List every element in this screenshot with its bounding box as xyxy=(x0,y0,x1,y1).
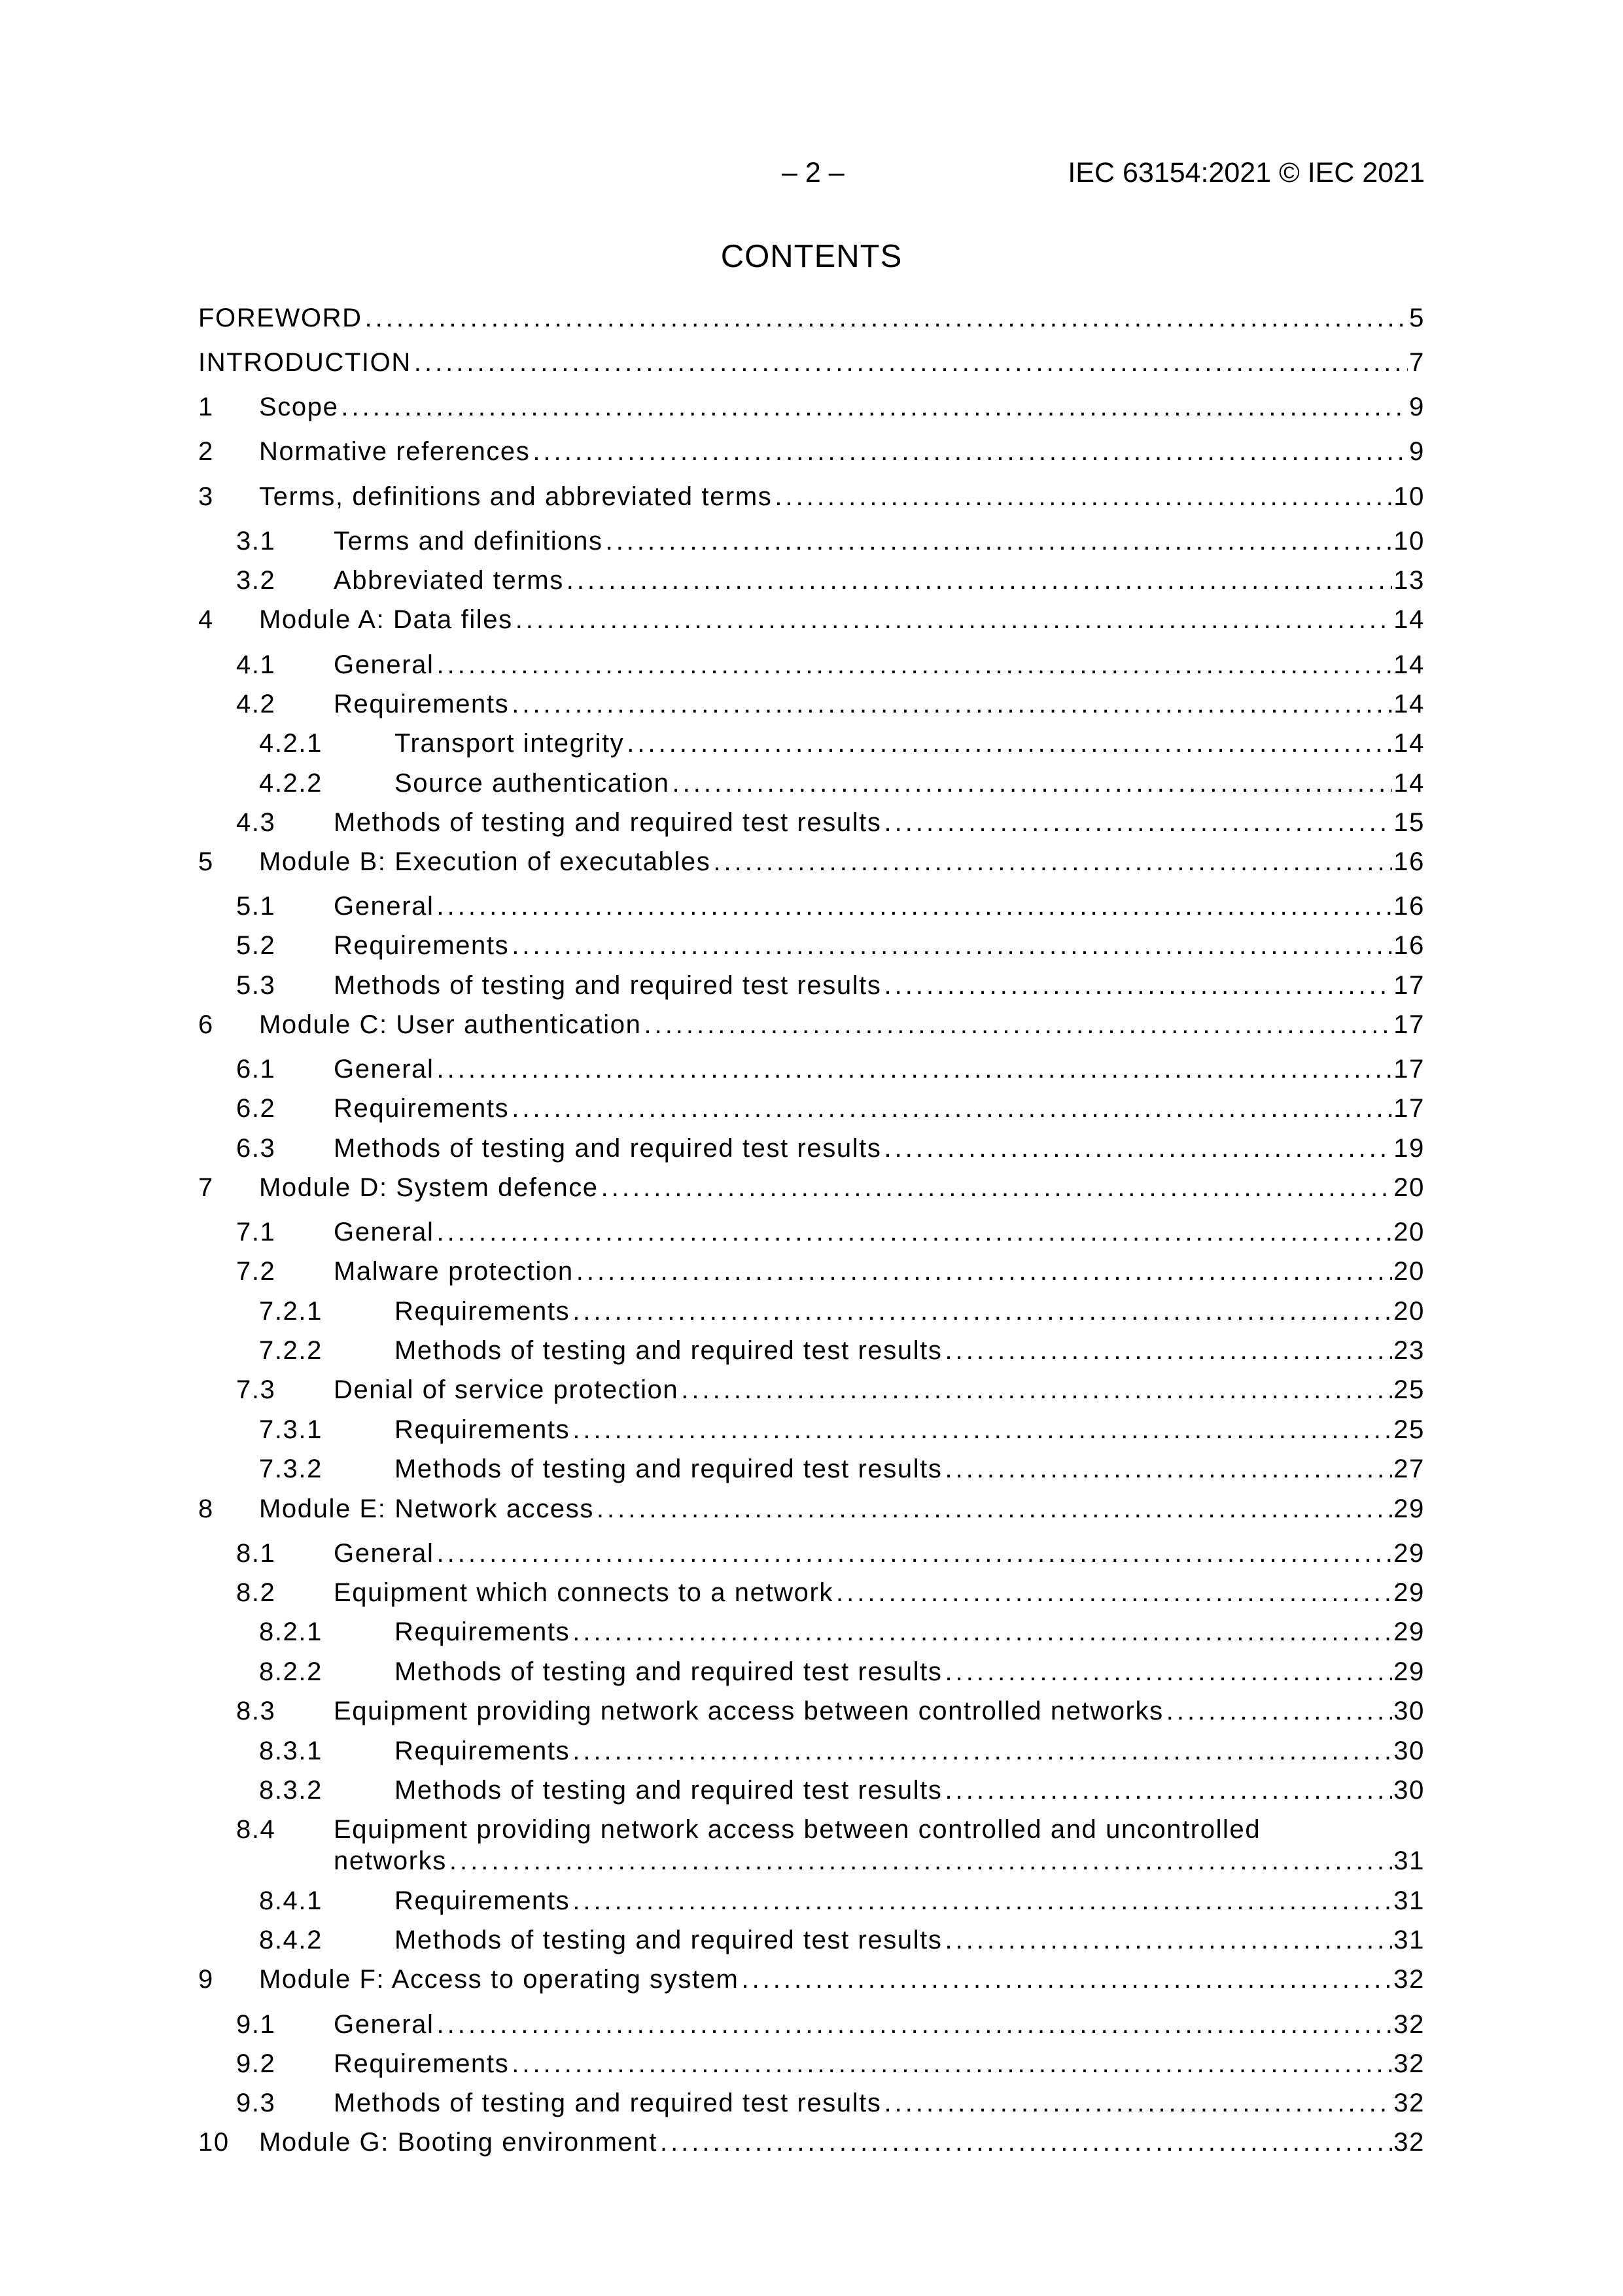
toc-entry-7-3-2[interactable] xyxy=(198,1452,1425,1486)
toc-entry-number: 9.3 xyxy=(236,2089,276,2117)
toc-entry-number: 4 xyxy=(198,605,214,634)
toc-entry-5-3[interactable] xyxy=(198,968,1425,1002)
toc-entry-text: Requirements xyxy=(334,2049,510,2078)
toc-entry-page: 16 xyxy=(1393,847,1425,876)
toc-entry-number: 8.2.1 xyxy=(259,1617,323,1646)
toc-entry-text: Requirements xyxy=(334,690,510,718)
toc-entry-number: 9 xyxy=(198,1965,214,1994)
leader-dots xyxy=(437,1052,1393,1086)
page-number: – 2 – xyxy=(782,157,845,188)
leader-dots xyxy=(512,687,1392,721)
toc-entry-4-2-2[interactable] xyxy=(198,766,1425,800)
toc-entry-number: 4.1 xyxy=(236,650,276,679)
toc-entry-number: 4.2 xyxy=(236,690,276,718)
toc-entry-page: 17 xyxy=(1393,971,1425,1000)
toc-entry-text: Methods of testing and required test results xyxy=(334,2089,882,2117)
toc-entry-page: 27 xyxy=(1393,1455,1425,1483)
toc-entry-text: Methods of testing and required test results xyxy=(334,1134,882,1163)
toc-entry-number: 2 xyxy=(198,437,214,466)
toc-entry-text: Requirements xyxy=(394,1297,570,1326)
toc-entry-page: 14 xyxy=(1393,650,1425,679)
toc-entry-page: 29 xyxy=(1393,1494,1425,1523)
toc-entry-page: 30 xyxy=(1393,1737,1425,1765)
toc-entry-page: 14 xyxy=(1393,690,1425,718)
toc-entry-text: Module D: System defence xyxy=(259,1173,599,1202)
toc-entry-page: 20 xyxy=(1393,1257,1425,1286)
document-reference: IEC 63154:2021 © IEC 2021 xyxy=(1068,157,1425,188)
toc-entry-text: Terms, definitions and abbreviated terms xyxy=(259,482,773,511)
toc-entry-number: 8.3.2 xyxy=(259,1776,323,1805)
toc-entry-text: Malware protection xyxy=(334,1257,574,1286)
leader-dots xyxy=(945,1655,1393,1689)
leader-dots xyxy=(1166,1694,1393,1728)
toc-entry-text: Source authentication xyxy=(394,769,670,798)
toc-entry-foreword[interactable] xyxy=(198,301,1425,335)
leader-dots xyxy=(945,1333,1393,1368)
leader-dots xyxy=(532,434,1408,468)
toc-entry-text: Module G: Booting environment xyxy=(259,2128,657,2157)
toc-entry-page: 31 xyxy=(1393,1926,1425,1954)
toc-entry-number: 5.2 xyxy=(236,931,276,960)
leader-dots xyxy=(572,1615,1392,1649)
toc-entry-number: 4.3 xyxy=(236,808,276,837)
toc-entry-page: 32 xyxy=(1393,2089,1425,2117)
leader-dots xyxy=(884,805,1393,839)
toc-entry-introduction[interactable] xyxy=(198,345,1425,380)
toc-entry-number: 7.3 xyxy=(236,1375,276,1404)
toc-entry-page: 16 xyxy=(1393,892,1425,921)
toc-entry-text: FOREWORD xyxy=(198,304,362,332)
toc-entry-5[interactable] xyxy=(198,845,1425,879)
leader-dots xyxy=(884,2086,1393,2120)
toc-entry-4-3[interactable] xyxy=(198,805,1425,839)
leader-dots xyxy=(572,1884,1392,1918)
leader-dots xyxy=(576,1254,1393,1288)
toc-entry-page: 15 xyxy=(1393,808,1425,837)
toc-entry-page: 32 xyxy=(1393,2049,1425,2078)
toc-entry-8-3-2[interactable] xyxy=(198,1773,1425,1807)
toc-entry-page: 25 xyxy=(1393,1415,1425,1444)
toc-entry-number: 1 xyxy=(198,393,214,421)
leader-dots xyxy=(644,1008,1392,1042)
toc-entry-4-2-1[interactable] xyxy=(198,726,1425,760)
toc-entry-number: 6 xyxy=(198,1010,214,1039)
toc-entry-10[interactable] xyxy=(198,2125,1425,2159)
toc-entry-4[interactable] xyxy=(198,603,1425,637)
leader-dots xyxy=(437,889,1393,923)
leader-dots xyxy=(437,2007,1393,2041)
toc-entry-page: 7 xyxy=(1409,348,1425,377)
toc-entry-page: 14 xyxy=(1393,605,1425,634)
toc-entry-text: Requirements xyxy=(394,1415,570,1444)
toc-entry-8-2-1[interactable] xyxy=(198,1615,1425,1649)
toc-entry-6-3[interactable] xyxy=(198,1131,1425,1165)
toc-entry-text: General xyxy=(334,650,434,679)
toc-entry-number: 6.3 xyxy=(236,1134,276,1163)
toc-entry-number: 8.2 xyxy=(236,1578,276,1607)
toc-entry-text: Methods of testing and required test results xyxy=(394,1455,943,1483)
toc-entry-9-2[interactable] xyxy=(198,2047,1425,2081)
toc-entry-6[interactable] xyxy=(198,1008,1425,1042)
toc-entry-page: 20 xyxy=(1393,1297,1425,1326)
toc-entry-number: 7.2.1 xyxy=(259,1297,323,1326)
leader-dots xyxy=(606,524,1393,558)
toc-entry-text: Transport integrity xyxy=(394,729,625,758)
leader-dots xyxy=(597,1492,1392,1526)
toc-entry-text: Methods of testing and required test results xyxy=(394,1336,943,1365)
toc-entry-text: Methods of testing and required test results xyxy=(394,1657,943,1686)
leader-dots xyxy=(945,1773,1393,1807)
toc-entry-text: Scope xyxy=(259,393,339,421)
toc-entry-text: General xyxy=(334,1055,434,1084)
toc-entry-text: Methods of testing and required test results xyxy=(334,808,882,837)
toc-entry-8-4[interactable] xyxy=(198,1812,1425,1846)
toc-entry-text: General xyxy=(334,2010,434,2039)
toc-entry-7-2-2[interactable] xyxy=(198,1333,1425,1368)
toc-entry-8-1[interactable] xyxy=(198,1536,1425,1570)
toc-entry-number: 7.3.2 xyxy=(259,1455,323,1483)
leader-dots xyxy=(741,1962,1392,1996)
toc-entry-page: 20 xyxy=(1393,1218,1425,1246)
leader-dots xyxy=(945,1923,1393,1957)
toc-entry-page: 9 xyxy=(1409,437,1425,466)
toc-entry-number: 8.4.2 xyxy=(259,1926,323,1954)
leader-dots xyxy=(437,648,1393,682)
leader-dots xyxy=(515,603,1393,637)
toc-entry-page: 30 xyxy=(1393,1697,1425,1725)
toc-entry-number: 8 xyxy=(198,1494,214,1523)
toc-entry-page: 19 xyxy=(1393,1134,1425,1163)
toc-entry-4-1[interactable] xyxy=(198,648,1425,682)
toc-entry-text: Methods of testing and required test results xyxy=(394,1926,943,1954)
toc-entry-7-1[interactable] xyxy=(198,1215,1425,1249)
toc-entry-9-3[interactable] xyxy=(198,2086,1425,2120)
toc-entry-number: 9.1 xyxy=(236,2010,276,2039)
toc-entry-page: 32 xyxy=(1393,2010,1425,2039)
leader-dots xyxy=(627,726,1392,760)
toc-entry-number: 5.1 xyxy=(236,892,276,921)
leader-dots xyxy=(341,390,1408,424)
toc-entry-number: 4.2.1 xyxy=(259,729,323,758)
toc-entry-number: 8.4 xyxy=(236,1815,276,1844)
toc-entry-number: 6.2 xyxy=(236,1094,276,1123)
toc-entry-7-2[interactable] xyxy=(198,1254,1425,1288)
toc-entry-text: Requirements xyxy=(334,1094,510,1123)
toc-entry-page: 23 xyxy=(1393,1336,1425,1365)
toc-entry-page: 29 xyxy=(1393,1539,1425,1568)
toc-entry-number: 8.1 xyxy=(236,1539,276,1568)
toc-entry-7[interactable] xyxy=(198,1171,1425,1205)
toc-entry-page: 17 xyxy=(1393,1010,1425,1039)
toc-entry-page: 29 xyxy=(1393,1617,1425,1646)
toc-entry-8-4-continued[interactable] xyxy=(198,1844,1425,1878)
toc-entry-number: 7.2 xyxy=(236,1257,276,1286)
toc-entry-text: Methods of testing and required test results xyxy=(334,971,882,1000)
toc-entry-7-3-1[interactable] xyxy=(198,1413,1425,1447)
toc-entry-page: 17 xyxy=(1393,1055,1425,1084)
toc-entry-number: 3.2 xyxy=(236,566,276,595)
toc-entry-text: Module B: Execution of executables xyxy=(259,847,711,876)
leader-dots xyxy=(572,1413,1392,1447)
toc-entry-number: 7.1 xyxy=(236,1218,276,1246)
toc-entry-5-2[interactable] xyxy=(198,928,1425,963)
leader-dots xyxy=(945,1452,1393,1486)
toc-entry-page: 16 xyxy=(1393,931,1425,960)
toc-entry-text: Denial of service protection xyxy=(334,1375,679,1404)
leader-dots xyxy=(681,1373,1392,1407)
leader-dots xyxy=(437,1215,1393,1249)
toc-entry-2[interactable] xyxy=(198,434,1425,468)
toc-entry-number: 5 xyxy=(198,847,214,876)
toc-entry-page: 13 xyxy=(1393,566,1425,595)
toc-entry-number: 3 xyxy=(198,482,214,511)
toc-entry-page: 25 xyxy=(1393,1375,1425,1404)
leader-dots xyxy=(365,301,1408,335)
toc-entry-8-3[interactable] xyxy=(198,1694,1425,1728)
leader-dots xyxy=(437,1536,1393,1570)
toc-entry-number: 7.2.2 xyxy=(259,1336,323,1365)
toc-entry-page: 14 xyxy=(1393,769,1425,798)
toc-entry-1[interactable] xyxy=(198,390,1425,424)
toc-entry-text: Terms and definitions xyxy=(334,527,603,556)
toc-entry-number: 6.1 xyxy=(236,1055,276,1084)
page-header xyxy=(0,157,1623,196)
toc-entry-page: 31 xyxy=(1393,1886,1425,1915)
toc-entry-text: Module E: Network access xyxy=(259,1494,594,1523)
toc-entry-text: Normative references xyxy=(259,437,531,466)
toc-entry-number: 7 xyxy=(198,1173,214,1202)
toc-entry-8-4-1[interactable] xyxy=(198,1884,1425,1918)
leader-dots xyxy=(572,1294,1392,1328)
toc-entry-8-2-2[interactable] xyxy=(198,1655,1425,1689)
toc-entry-3-1[interactable] xyxy=(198,524,1425,558)
leader-dots xyxy=(775,480,1392,514)
toc-entry-3-2[interactable] xyxy=(198,563,1425,597)
toc-entry-number: 7.3.1 xyxy=(259,1415,323,1444)
leader-dots xyxy=(512,928,1392,963)
toc-entry-9-1[interactable] xyxy=(198,2007,1425,2041)
toc-entry-5-1[interactable] xyxy=(198,889,1425,923)
toc-entry-page: 14 xyxy=(1393,729,1425,758)
toc-entry-page: 29 xyxy=(1393,1578,1425,1607)
toc-entry-number: 8.3 xyxy=(236,1697,276,1725)
toc-entry-text: Requirements xyxy=(334,931,510,960)
leader-dots xyxy=(512,2047,1392,2081)
toc-entry-page: 17 xyxy=(1393,1094,1425,1123)
toc-entry-number: 8.3.1 xyxy=(259,1737,323,1765)
toc-entry-number: 5.3 xyxy=(236,971,276,1000)
toc-entry-7-3[interactable] xyxy=(198,1373,1425,1407)
toc-entry-9[interactable] xyxy=(198,1962,1425,1996)
leader-dots xyxy=(512,1091,1392,1125)
toc-entry-4-2[interactable] xyxy=(198,687,1425,721)
toc-entry-page: 30 xyxy=(1393,1776,1425,1805)
toc-entry-text: General xyxy=(334,1539,434,1568)
toc-entry-8-2[interactable] xyxy=(198,1576,1425,1610)
toc-entry-number: 8.2.2 xyxy=(259,1657,323,1686)
leader-dots xyxy=(572,1734,1392,1768)
toc-entry-number: 9.2 xyxy=(236,2049,276,2078)
leader-dots xyxy=(449,1844,1392,1878)
leader-dots xyxy=(884,1131,1393,1165)
toc-entry-page: 5 xyxy=(1409,304,1425,332)
leader-dots xyxy=(567,563,1393,597)
toc-entry-page: 29 xyxy=(1393,1657,1425,1686)
toc-entry-6-2[interactable] xyxy=(198,1091,1425,1125)
toc-entry-number: 4.2.2 xyxy=(259,769,323,798)
toc-entry-page: 20 xyxy=(1393,1173,1425,1202)
toc-entry-text: INTRODUCTION xyxy=(198,348,411,377)
toc-entry-number: 8.4.1 xyxy=(259,1886,323,1915)
leader-dots xyxy=(414,345,1408,380)
toc-entry-3[interactable] xyxy=(198,480,1425,514)
leader-dots xyxy=(672,766,1393,800)
toc-entry-text: Abbreviated terms xyxy=(334,566,564,595)
leader-dots xyxy=(601,1171,1393,1205)
toc-entry-page: 10 xyxy=(1393,527,1425,556)
toc-entry-text: Requirements xyxy=(394,1737,570,1765)
toc-entry-page: 10 xyxy=(1393,482,1425,511)
toc-entry-text: General xyxy=(334,1218,434,1246)
leader-dots xyxy=(884,968,1393,1002)
leader-dots xyxy=(660,2125,1392,2159)
toc-entry-number: 3.1 xyxy=(236,527,276,556)
toc-entry-text: Equipment providing network access between controlled and uncontrolled xyxy=(334,1815,1261,1844)
page-title: CONTENTS xyxy=(720,239,903,274)
toc-entry-page: 9 xyxy=(1409,393,1425,421)
leader-dots xyxy=(836,1576,1392,1610)
toc-entry-8[interactable] xyxy=(198,1492,1425,1526)
leader-dots xyxy=(713,845,1392,879)
toc-entry-8-4-2[interactable] xyxy=(198,1923,1425,1957)
toc-entry-text: Methods of testing and required test results xyxy=(394,1776,943,1805)
toc-entry-text: Requirements xyxy=(394,1617,570,1646)
toc-entry-text: Module A: Data files xyxy=(259,605,513,634)
toc-entry-6-1[interactable] xyxy=(198,1052,1425,1086)
toc-entry-7-2-1[interactable] xyxy=(198,1294,1425,1328)
toc-entry-page: 32 xyxy=(1393,1965,1425,1994)
toc-entry-8-3-1[interactable] xyxy=(198,1734,1425,1768)
toc-entry-number: 10 xyxy=(198,2128,230,2157)
toc-entry-text: General xyxy=(334,892,434,921)
toc-entry-page: 31 xyxy=(1393,1846,1425,1875)
toc-entry-text-continued: networks xyxy=(334,1846,447,1875)
toc-entry-text: Requirements xyxy=(394,1886,570,1915)
toc-entry-page: 32 xyxy=(1393,2128,1425,2157)
toc-entry-text: Equipment providing network access between controlled networks xyxy=(334,1697,1164,1725)
toc-entry-text: Module F: Access to operating system xyxy=(259,1965,739,1994)
toc-entry-text: Module C: User authentication xyxy=(259,1010,642,1039)
toc-entry-text: Equipment which connects to a network xyxy=(334,1578,834,1607)
